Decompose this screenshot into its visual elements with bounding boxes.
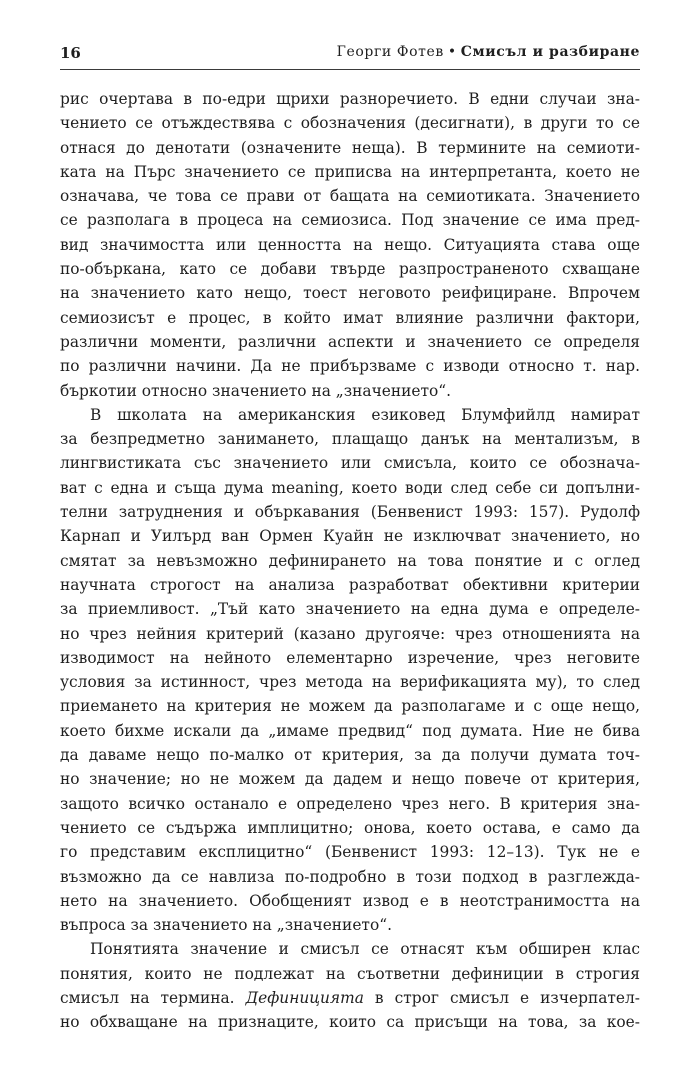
text-line: означава, че това се прави от бащата на семиотиката. Значението [60, 187, 640, 206]
text-line: Понятията значение и смисъл се отнасят към обширен клас [90, 940, 640, 959]
running-head-title: Смисъл и разбиране [460, 44, 640, 60]
text-line: да даваме нещо по-малко от критерия, за да получи думата точ- [60, 746, 640, 765]
text-line: лингвистиката със значението или смисъла, които се обознача- [60, 454, 640, 473]
text-line: за приемливост. „Тъй като значението на една дума е определе- [60, 600, 640, 619]
italic-term: Дефиницията [245, 988, 364, 1007]
text-run: в строг смисъл е изчерпател- [363, 988, 640, 1007]
running-head-author: Георги Фотев [336, 44, 444, 60]
page-number: 16 [60, 44, 81, 62]
text-line: на значението като нещо, тоест неговото реифициране. Впрочем [60, 284, 640, 303]
body-text [60, 87, 640, 1035]
text-line: което бихме искали да „имаме предвид“ под думата. Ние не бива [60, 721, 640, 740]
text-line: смятат за невъзможно дефинирането на това понятие и с оглед [60, 551, 640, 570]
text-line: но обхващане на признаците, които са присъщи на това, за кое- [60, 1013, 640, 1032]
text-line: изводимост на нейното елементарно изречение, чрез неговите [60, 648, 640, 667]
text-line: различни моменти, различни аспекти и значението се определя [60, 332, 640, 351]
text-line: ката на Пърс значението се приписва на интерпретанта, което не [60, 162, 640, 181]
text-line: бъркотии относно значението на „значението“. [60, 381, 452, 400]
text-line: отнася до денотати (означените неща). В термините на семиоти- [60, 138, 640, 157]
text-line: по-объркана, като се добави твърде разпространеното схващане [60, 260, 640, 279]
text-line: чението се съдържа имплицитно; онова, което остава, е само да [60, 818, 640, 837]
text-line: В школата на американския езиковед Блумфийлд намират [90, 405, 640, 424]
text-line: се разполага в процеса на семиозиса. Под значение се има пред- [60, 211, 640, 230]
text-line: въпроса за значението на „значението“. [60, 916, 392, 935]
text-line: телни затруднения и объркавания (Бенвенист 1993: 157). Рудолф [60, 503, 640, 522]
text-line: го представим експлицитно“ (Бенвенист 1993: 12–13). Тук не е [60, 843, 640, 862]
text-line: нето на значението. Обобщеният извод е в неотстранимостта на [60, 891, 640, 910]
text-line: възможно да се навлиза по-подробно в този подход в разглежда- [60, 867, 640, 886]
text-line: семиозисът е процес, в който имат влияние различни фактори, [60, 308, 640, 327]
text-line: защото всичко останало е определено чрез него. В критерия зна- [60, 794, 640, 813]
text-line: научната строгост на анализа разработват обективни критерии [60, 575, 640, 594]
header-rule [60, 69, 640, 70]
text-line: приемането на критерия не можем да разполагаме и с още нещо, [60, 697, 640, 716]
running-head [337, 44, 640, 60]
running-head-separator: • [447, 44, 457, 60]
text-line: рис очертава в по-едри щрихи разноречието. В едни случаи зна- [60, 90, 640, 108]
text-line: по различни начини. Да не прибързваме с изводи относно т. нар. [60, 357, 640, 376]
text-line: вид значимостта или ценността на нещо. Ситуацията става още [60, 235, 640, 254]
text-line: чението се отъждествява с обозначения (десигнати), в други то се [60, 114, 640, 133]
text-line: Карнап и Уилърд ван Ормен Куайн не изключват значението, но [60, 527, 640, 546]
text-line: за безпредметно занимането, плащащо данък на ментализъм, в [60, 430, 640, 449]
text-line: понятия, които не подлежат на съответни дефиниции в строгия [60, 964, 640, 983]
page-header [60, 44, 640, 66]
text-run: смисъл на термина. [60, 988, 235, 1007]
text-line: ват с една и съща дума meaning, което води след себе си допълни- [60, 478, 640, 497]
text-line: условия за истинност, чрез метода на верификацията му), то след [60, 673, 640, 692]
text-line: но значение; но не можем да дадем и нещо повече от критерия, [60, 770, 640, 789]
text-line [60, 986, 640, 1010]
text-line: но чрез нейния критерий (казано другояче: чрез отношенията на [60, 624, 640, 643]
